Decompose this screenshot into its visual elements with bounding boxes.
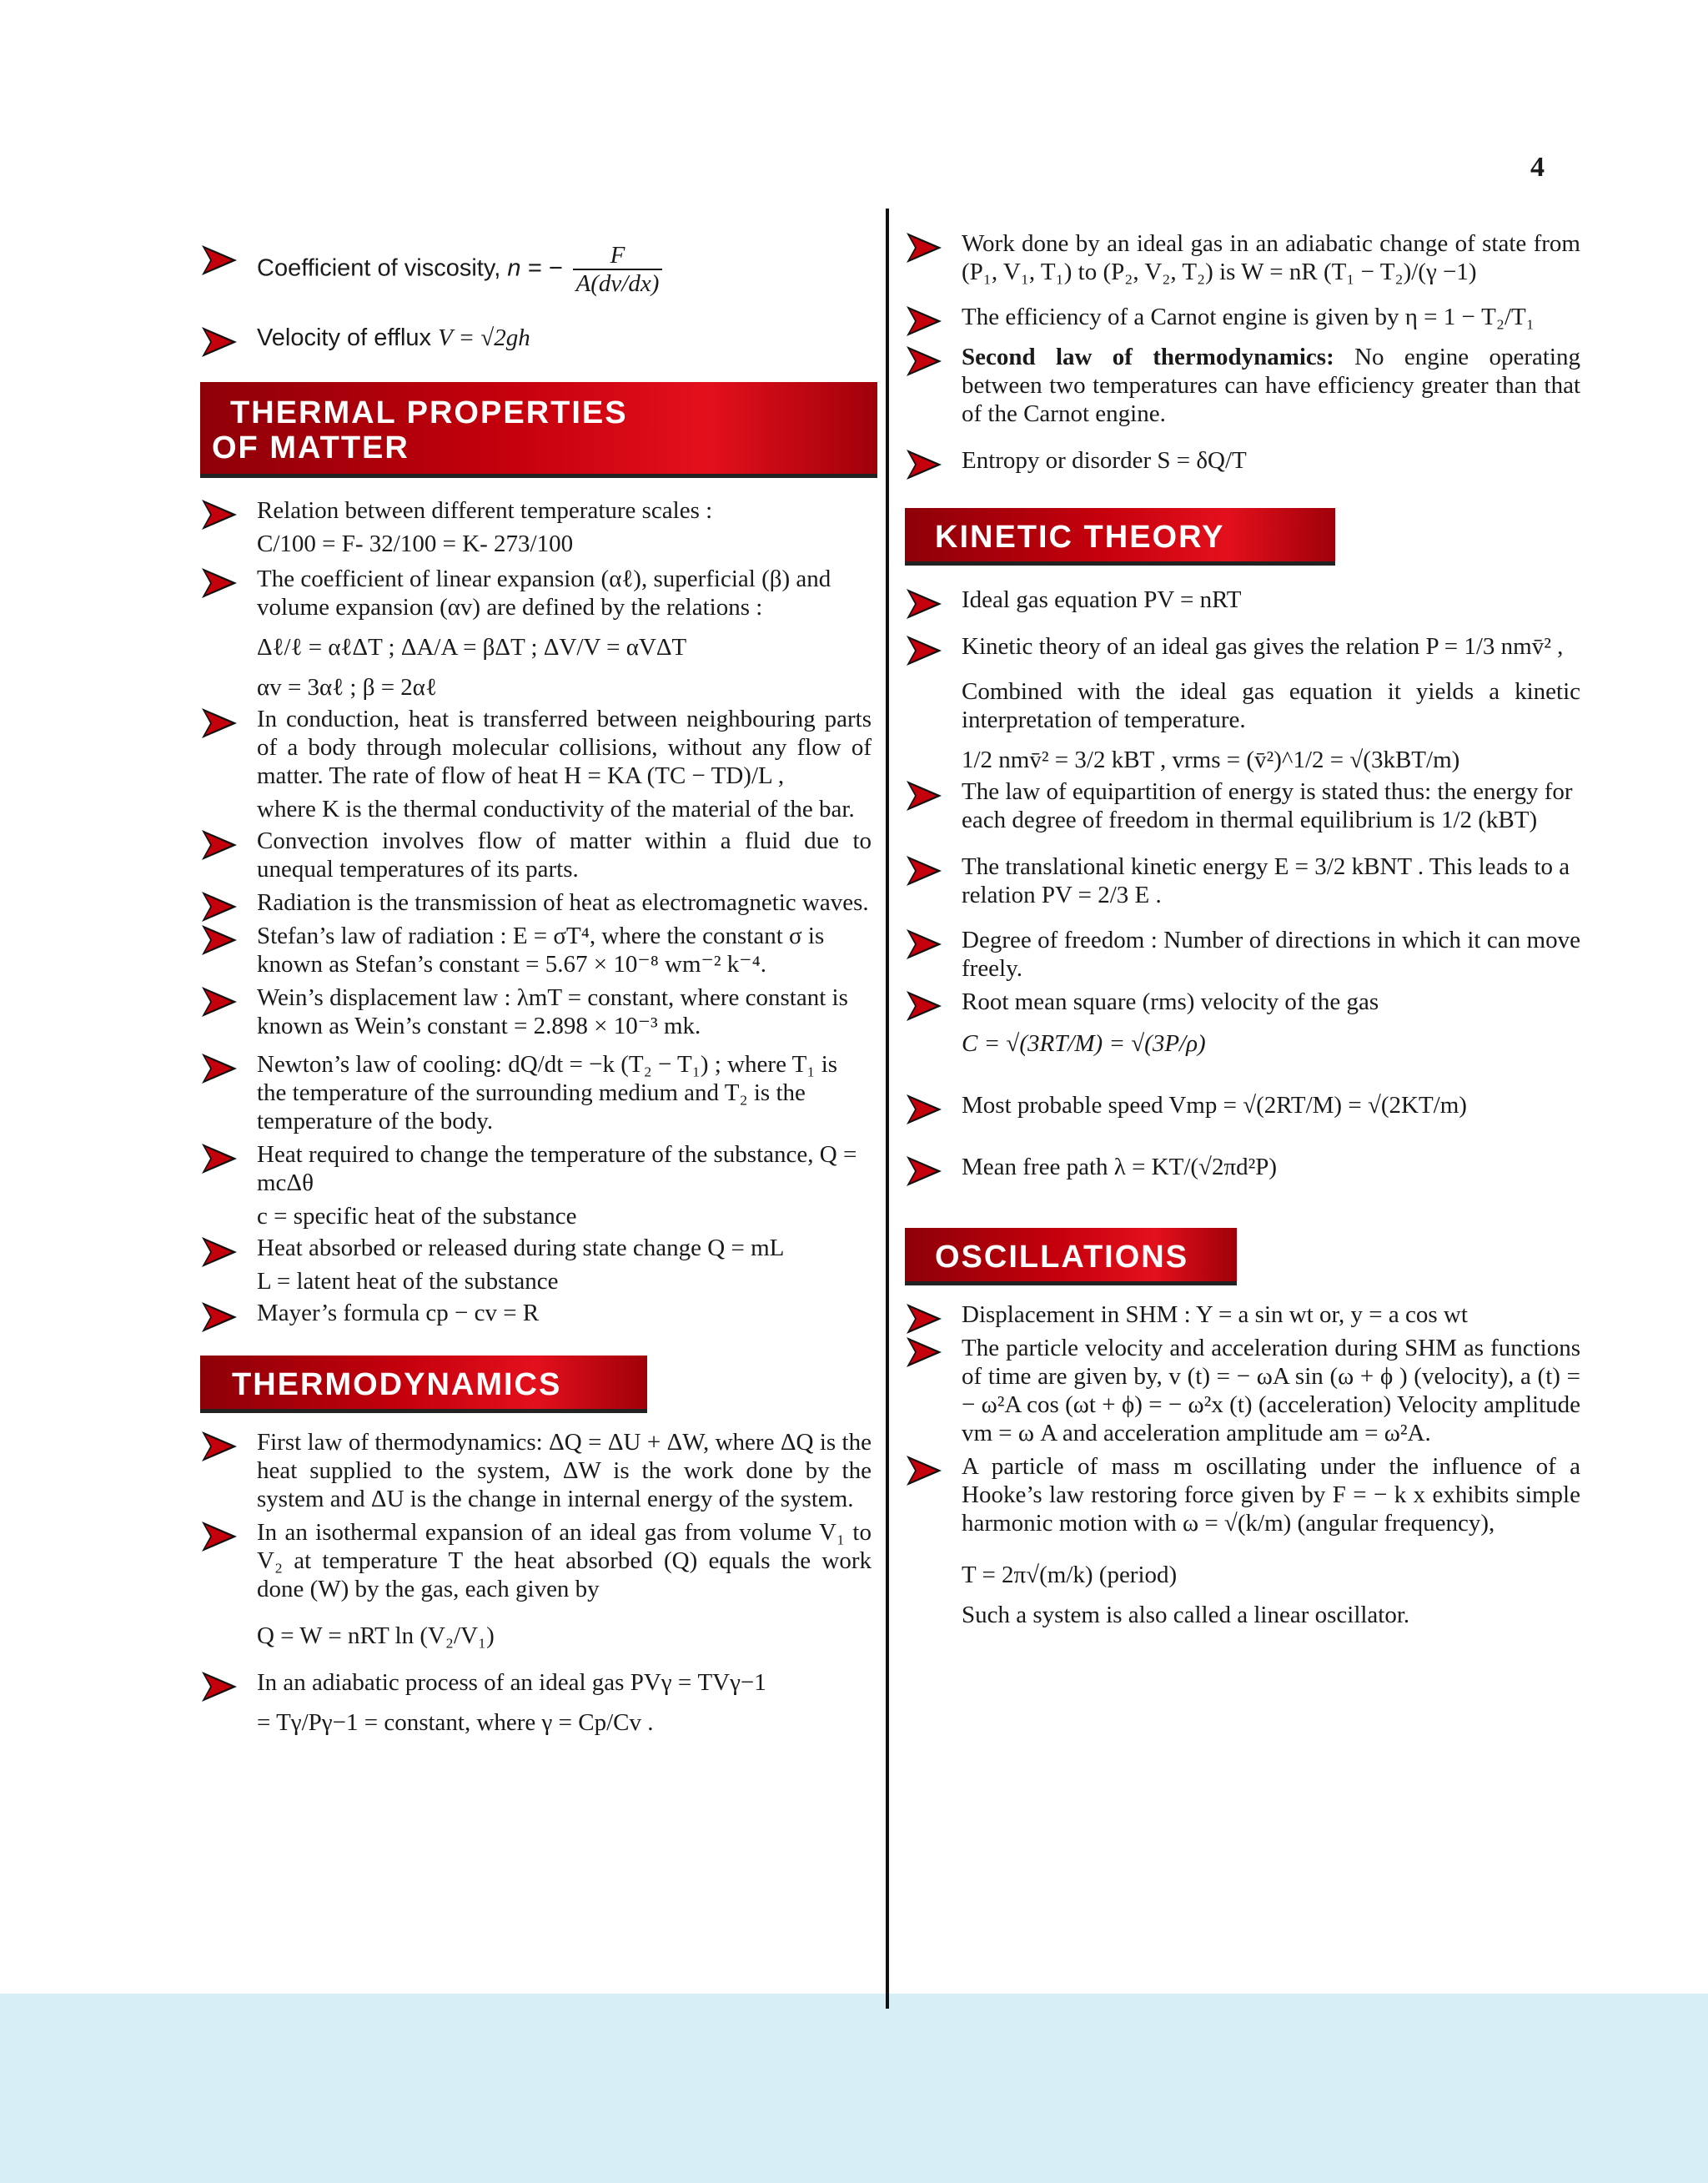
heading-thermodynamics-text: THERMODYNAMICS (232, 1367, 562, 1402)
rms-equation: C = √(3RT/M) = √(3P/ρ) (962, 1030, 1206, 1057)
shm-velocity-text: The particle velocity and acceleration during SHM as functions of time are given by, v (t) = − ωA sin (ω + ϕ ) (velocity), a (t) = − ω²A cos (ωt + ϕ) = − ω²x (t) (acceleration) Velocity amplitude vm = ω A and acceleration amplitude am = ω²A. (962, 1335, 1580, 1446)
scales-equation: C/100 = F- 32/100 = K- 273/100 (257, 531, 574, 557)
newton-item (200, 1050, 872, 1135)
arrow-bullet-icon (905, 1093, 943, 1126)
wein-text: Wein’s displacement law : λmT = constant, where constant is known as Wein’s constant = 2.898 × 10⁻³ mk. (257, 984, 848, 1039)
translational-text: The translational kinetic energy E = 3/2 kBNT . This leads to a relation PV = 2/3 E . (962, 853, 1570, 908)
viscosity-fraction (573, 242, 663, 297)
mean-free-path-text: Mean free path λ = KT/(√2πd²P) (962, 1154, 1278, 1180)
heat-text: Heat required to change the temperature of the substance, Q = mcΔθ (257, 1141, 857, 1196)
arrow-bullet-icon (905, 1154, 943, 1188)
arrow-bullet-icon (200, 707, 239, 740)
conduction-item (200, 705, 872, 790)
equipartition-text: The law of equipartition of energy is stated thus: the energy for each degree of freedom in thermal equilibrium is 1/2 (kBT) (962, 778, 1573, 833)
rms-text: Root mean square (rms) velocity of the gas (962, 988, 1379, 1015)
shm-velocity-item (905, 1334, 1580, 1447)
convection-item (200, 827, 872, 883)
adiabatic-equation: = Tγ/Pγ−1 = constant, where γ = Cp/Cv . (257, 1709, 654, 1736)
arrow-bullet-icon (905, 1302, 943, 1335)
arrow-bullet-icon (905, 779, 943, 812)
viscosity-numerator: F (573, 242, 663, 270)
heading-kinetic-text: KINETIC THEORY (935, 520, 1225, 555)
arrow-bullet-icon (200, 923, 239, 957)
arrow-bullet-icon (905, 1454, 943, 1487)
ideal-gas-item (905, 586, 1580, 614)
efflux-label: Velocity of efflux (257, 324, 439, 351)
heading-kinetic-theory (905, 508, 1335, 566)
dof-text: Degree of freedom : Number of directions in which it can move freely. (962, 927, 1580, 982)
convection-text: Convection involves flow of matter within a fluid due to unequal temperatures of its parts. (257, 827, 872, 883)
entropy-item (905, 446, 1580, 475)
adiabatic-item (200, 1668, 872, 1697)
hooke-text: A particle of mass m oscillating under the influence of a Hooke’s law restoring force given by F = − k x exhibits simple harmonic motion with ω = √(k/m) (angular frequency), (962, 1453, 1580, 1537)
hooke-item (905, 1452, 1580, 1537)
column-divider (886, 209, 889, 2009)
mayer-item (200, 1299, 872, 1327)
footer-band (0, 1994, 1708, 2183)
arrow-bullet-icon (200, 1520, 239, 1553)
latent-text: Heat absorbed or released during state change Q = mL (257, 1235, 785, 1261)
efflux-item (200, 324, 872, 352)
scales-label: Relation between different temperature scales : (257, 497, 713, 524)
scales-item (200, 496, 872, 525)
period-equation: T = 2π√(m/k) (period) (962, 1562, 1178, 1588)
viscosity-label: Coefficient of viscosity, (257, 254, 508, 282)
expansion-item (200, 565, 872, 621)
heat-c-definition: c = specific heat of the substance (257, 1203, 577, 1230)
isothermal-text: In an isothermal expansion of an ideal gas from volume V₁ to V₂ at temperature T the heat absorbed (Q) equals the work done (W) by the gas, each given by (257, 1519, 872, 1602)
arrow-bullet-icon (200, 1300, 239, 1334)
arrow-bullet-icon (200, 244, 239, 277)
kinetic-relation-item (905, 632, 1580, 661)
equipartition-item (905, 777, 1580, 834)
efflux-formula: V = √2gh (438, 324, 530, 351)
probable-speed-text: Most probable speed Vmp = √(2RT/M) = √(2KT/m) (962, 1092, 1467, 1119)
wein-item (200, 983, 872, 1040)
radiation-text: Radiation is the transmission of heat as electromagnetic waves. (257, 889, 869, 916)
arrow-bullet-icon (905, 634, 943, 667)
mayer-text: Mayer’s formula cp − cv = R (257, 1300, 540, 1326)
left-column (200, 234, 872, 1740)
conduction-tail: where K is the thermal conductivity of the material of the bar. (257, 796, 855, 822)
conduction-text: In conduction, heat is transferred between neighbouring parts of a body through molecular collisions, without any flow of matter. The rate of flow of heat H = KA (TC − TD)/L , (257, 706, 872, 789)
ideal-gas-text: Ideal gas equation PV = nRT (962, 586, 1242, 613)
adiabatic-work-item (905, 229, 1580, 286)
page-number: 4 (1530, 152, 1545, 183)
translational-item (905, 853, 1580, 909)
viscosity-eta: n = − (507, 254, 563, 282)
dof-item (905, 926, 1580, 983)
shm-displacement-item (905, 1300, 1580, 1329)
arrow-bullet-icon (200, 566, 239, 600)
second-law-text: No engine operating between two temperatures can have efficiency greater than that of the Carnot engine. (962, 344, 1580, 427)
viscosity-item (200, 242, 872, 309)
arrow-bullet-icon (200, 1052, 239, 1085)
radiation-item (200, 888, 872, 917)
heading-thermal-properties (200, 382, 877, 478)
heat-item (200, 1140, 872, 1197)
latent-l-definition: L = latent heat of the substance (257, 1268, 559, 1295)
kinetic-relation-text: Kinetic theory of an ideal gas gives the relation P = 1/3 nmv̄² , (962, 633, 1564, 660)
arrow-bullet-icon (905, 1335, 943, 1369)
combined-equation: 1/2 nmv̄² = 3/2 kBT , vrms = (v̄²)^1/2 = √(3kBT/m) (962, 747, 1460, 773)
arrow-bullet-icon (200, 985, 239, 1019)
isothermal-item (200, 1518, 872, 1603)
arrow-bullet-icon (200, 1142, 239, 1175)
arrow-bullet-icon (905, 928, 943, 961)
arrow-bullet-icon (200, 890, 239, 923)
adiabatic-work-text: Work done by an ideal gas in an adiabatic change of state from (P₁, V₁, T₁) to (P₂, V₂, T₂) is W = nR (T₁ − T₂)/(γ −1) (962, 230, 1580, 285)
combined-text: Combined with the ideal gas equation it yields a kinetic interpretation of temperature. (962, 678, 1580, 733)
expansion-equation: Δℓ/ℓ = αℓΔT ; ΔA/A = βΔT ; ΔV/V = αVΔT (257, 634, 687, 661)
heading-oscillations-text: OSCILLATIONS (935, 1240, 1189, 1275)
arrow-bullet-icon (200, 828, 239, 862)
carnot-text: The efficiency of a Carnot engine is given by η = 1 − T₂/T₁ (962, 304, 1535, 330)
arrow-bullet-icon (905, 304, 943, 338)
arrow-bullet-icon (200, 1670, 239, 1703)
arrow-bullet-icon (905, 448, 943, 481)
linear-oscillator-text: Such a system is also called a linear oscillator. (962, 1602, 1410, 1628)
isothermal-equation: Q = W = nRT ln (V₂/V₁) (257, 1622, 495, 1649)
heading-oscillations (905, 1228, 1237, 1285)
arrow-bullet-icon (905, 587, 943, 621)
latent-item (200, 1234, 872, 1262)
arrow-bullet-icon (200, 498, 239, 531)
rms-item (905, 988, 1580, 1016)
first-law-item (200, 1428, 872, 1513)
probable-speed-item (905, 1091, 1580, 1119)
second-law-title: Second law of thermodynamics: (962, 344, 1334, 370)
heading-thermodynamics (200, 1356, 647, 1413)
second-law-item (905, 343, 1580, 428)
first-law-text: First law of thermodynamics: ΔQ = ΔU + ΔW, where ΔQ is the heat supplied to the system, ΔW is the work done by the system and ΔU is the change in internal energy of the system. (257, 1429, 872, 1512)
stefan-item (200, 922, 872, 978)
carnot-item (905, 303, 1580, 331)
expansion-relation: αv = 3αℓ ; β = 2αℓ (257, 674, 437, 701)
stefan-text: Stefan’s law of radiation : E = σT⁴, where the constant σ is known as Stefan’s constant = 5.67 × 10⁻⁸ wm⁻² k⁻⁴. (257, 923, 825, 978)
arrow-bullet-icon (905, 854, 943, 888)
expansion-text: The coefficient of linear expansion (αℓ), superficial (β) and volume expansion (αv) are defined by the relations : (257, 566, 831, 621)
arrow-bullet-icon (200, 325, 239, 359)
arrow-bullet-icon (200, 1235, 239, 1269)
viscosity-denominator: A(dv/dx) (575, 270, 660, 297)
shm-displacement-text: Displacement in SHM : Y = a sin wt or, y = a cos wt (962, 1301, 1468, 1328)
arrow-bullet-icon (905, 345, 943, 378)
newton-text: Newton’s law of cooling: dQ/dt = −k (T₂ − T₁) ; where T₁ is the temperature of the surrounding medium and T₂ is the temperature of the body. (257, 1051, 838, 1134)
mean-free-path-item (905, 1153, 1580, 1181)
arrow-bullet-icon (905, 231, 943, 264)
arrow-bullet-icon (200, 1430, 239, 1463)
arrow-bullet-icon (905, 989, 943, 1023)
adiabatic-text: In an adiabatic process of an ideal gas PVγ = TVγ−1 (257, 1669, 766, 1696)
right-column (905, 229, 1580, 1632)
entropy-text: Entropy or disorder S = δQ/T (962, 447, 1247, 474)
heading-thermal-line1: THERMAL PROPERTIES (230, 395, 628, 430)
heading-thermal-line2: OF MATTER (212, 430, 409, 465)
